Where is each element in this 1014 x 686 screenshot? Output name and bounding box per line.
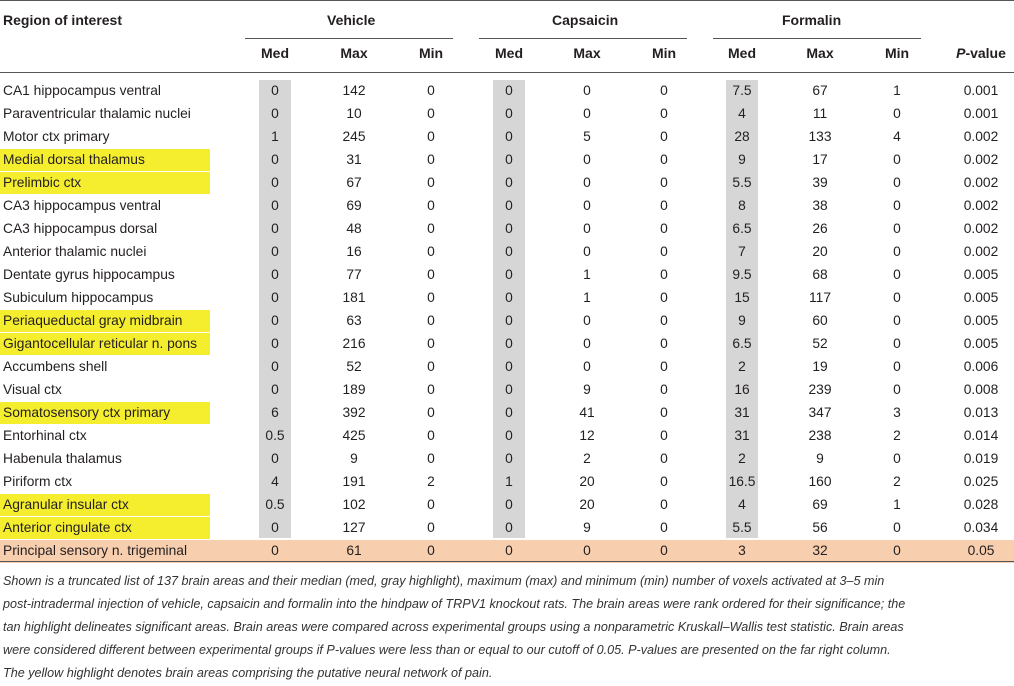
formalin-med-cell: 6.5 [732, 336, 752, 351]
formalin-min-cell: 4 [893, 129, 901, 144]
capsaicin-med-cell: 0 [505, 244, 513, 259]
vehicle-min-cell: 0 [427, 520, 435, 535]
capsaicin-med-cell: 0 [505, 221, 513, 236]
table-bottom-rule [0, 561, 1014, 562]
vehicle-max-cell: 77 [346, 267, 362, 282]
vehicle-min-cell: 0 [427, 359, 435, 374]
region-name: Habenula thalamus [3, 451, 122, 466]
capsaicin-med-cell: 0 [505, 290, 513, 305]
vehicle-max-cell: 9 [350, 451, 358, 466]
vehicle-min-cell: 0 [427, 175, 435, 190]
capsaicin-min-cell: 0 [660, 405, 668, 420]
formalin-max-cell: 52 [812, 336, 828, 351]
formalin-max-cell: 38 [812, 198, 828, 213]
p-value-cell: 0.006 [963, 359, 999, 374]
formalin-min-cell: 3 [893, 405, 901, 420]
vehicle-min-cell: 0 [427, 336, 435, 351]
header-vehicle: Vehicle [327, 12, 376, 28]
p-value-cell: 0.002 [963, 244, 999, 259]
region-name: Gigantocellular reticular n. pons [0, 333, 210, 355]
capsaicin-med-cell: 0 [505, 175, 513, 190]
p-value-cell: 0.013 [963, 405, 999, 420]
header-capsaicin-max: Max [573, 45, 601, 61]
formalin-max-cell: 20 [812, 244, 828, 259]
capsaicin-min-cell: 0 [660, 175, 668, 190]
vehicle-med-cell: 0 [271, 244, 279, 259]
capsaicin-med-cell: 0 [505, 313, 513, 328]
vehicle-max-cell: 61 [346, 543, 362, 558]
vehicle-min-cell: 0 [427, 198, 435, 213]
p-value-cell: 0.001 [963, 83, 999, 98]
capsaicin-max-cell: 20 [579, 497, 595, 512]
vehicle-max-cell: 142 [342, 83, 366, 98]
capsaicin-max-cell: 0 [583, 313, 591, 328]
region-name: Subiculum hippocampus [3, 290, 154, 305]
formalin-min-cell: 0 [893, 290, 901, 305]
formalin-med-cell: 16 [734, 382, 750, 397]
formalin-med-cell: 16.5 [728, 474, 756, 489]
table-body [0, 80, 1014, 563]
vehicle-max-cell: 48 [346, 221, 362, 236]
vehicle-max-cell: 216 [342, 336, 366, 351]
table-row [0, 80, 1014, 103]
header-vehicle-max: Max [340, 45, 368, 61]
capsaicin-med-cell: 0 [505, 382, 513, 397]
vehicle-med-cell: 0 [271, 83, 279, 98]
table-row [0, 310, 1014, 333]
formalin-min-cell: 0 [893, 336, 901, 351]
region-name: CA1 hippocampus ventral [3, 83, 161, 98]
vehicle-max-cell: 10 [346, 106, 362, 121]
capsaicin-max-cell: 2 [583, 451, 591, 466]
region-name: CA3 hippocampus ventral [3, 198, 161, 213]
formalin-min-cell: 0 [893, 359, 901, 374]
vehicle-min-cell: 0 [427, 313, 435, 328]
formalin-min-cell: 0 [893, 106, 901, 121]
formalin-med-cell: 2 [738, 451, 746, 466]
vehicle-med-cell: 0 [271, 543, 279, 558]
capsaicin-max-cell: 41 [579, 405, 595, 420]
capsaicin-min-cell: 0 [660, 382, 668, 397]
capsaicin-med-cell: 0 [505, 520, 513, 535]
capsaicin-med-cell: 0 [505, 267, 513, 282]
vehicle-max-cell: 191 [342, 474, 366, 489]
formalin-max-cell: 347 [808, 405, 832, 420]
vehicle-med-cell: 0 [271, 382, 279, 397]
formalin-min-cell: 0 [893, 221, 901, 236]
capsaicin-med-cell: 0 [505, 543, 513, 558]
formalin-max-cell: 11 [812, 106, 828, 121]
formalin-min-cell: 1 [893, 497, 901, 512]
formalin-max-cell: 239 [808, 382, 832, 397]
formalin-max-cell: 60 [812, 313, 828, 328]
vehicle-med-cell: 0 [271, 313, 279, 328]
capsaicin-max-cell: 1 [583, 267, 591, 282]
region-name: Somatosensory ctx primary [0, 402, 210, 424]
region-name: Piriform ctx [3, 474, 72, 489]
table-row [0, 517, 1014, 540]
vehicle-max-cell: 245 [342, 129, 366, 144]
formalin-med-cell: 6.5 [732, 221, 752, 236]
formalin-med-cell: 28 [734, 129, 750, 144]
region-name: Accumbens shell [3, 359, 108, 374]
capsaicin-max-cell: 0 [583, 543, 591, 558]
vehicle-min-cell: 0 [427, 451, 435, 466]
vehicle-min-cell: 0 [427, 106, 435, 121]
formalin-max-cell: 67 [812, 83, 828, 98]
p-value-cell: 0.005 [963, 290, 999, 305]
vehicle-max-cell: 31 [346, 152, 362, 167]
formalin-max-cell: 160 [808, 474, 832, 489]
formalin-med-cell: 5.5 [732, 520, 752, 535]
capsaicin-max-cell: 0 [583, 152, 591, 167]
formalin-med-cell: 15 [734, 290, 750, 305]
region-name: Paraventricular thalamic nuclei [3, 106, 191, 121]
table-row [0, 149, 1014, 172]
capsaicin-max-cell: 0 [583, 175, 591, 190]
p-value-cell: 0.005 [963, 313, 999, 328]
formalin-max-cell: 69 [812, 497, 828, 512]
table-row [0, 356, 1014, 379]
vehicle-min-cell: 0 [427, 405, 435, 420]
formalin-max-cell: 9 [816, 451, 824, 466]
table-row [0, 471, 1014, 494]
caption-line: post-intradermal injection of vehicle, capsaicin and formalin into the hindpaw of TRPV1 knockout rats. The brain areas were rank ordered for their significance; the [3, 597, 906, 611]
p-value-cell: 0.001 [963, 106, 999, 121]
capsaicin-med-cell: 0 [505, 497, 513, 512]
vehicle-min-cell: 0 [427, 428, 435, 443]
vehicle-max-cell: 189 [342, 382, 366, 397]
header-vehicle-med: Med [261, 45, 289, 61]
formalin-max-cell: 117 [809, 290, 831, 305]
p-value-cell: 0.028 [963, 497, 999, 512]
vehicle-med-cell: 0 [271, 106, 279, 121]
capsaicin-med-cell: 0 [505, 451, 513, 466]
formalin-max-cell: 56 [812, 520, 828, 535]
capsaicin-max-cell: 0 [583, 336, 591, 351]
p-value-cell: 0.002 [963, 129, 999, 144]
table-row [0, 264, 1014, 287]
capsaicin-med-cell: 0 [505, 405, 513, 420]
table-row [0, 402, 1014, 425]
capsaicin-max-cell: 0 [583, 359, 591, 374]
vehicle-max-cell: 67 [346, 175, 362, 190]
vehicle-max-cell: 392 [342, 405, 366, 420]
formalin-med-cell: 3 [738, 543, 746, 558]
capsaicin-med-cell: 0 [505, 428, 513, 443]
p-value-cell: 0.014 [963, 428, 999, 443]
capsaicin-min-cell: 0 [660, 520, 668, 535]
vehicle-med-cell: 0 [271, 520, 279, 535]
vehicle-max-cell: 16 [346, 244, 362, 259]
region-name: Agranular insular ctx [0, 494, 210, 516]
capsaicin-max-cell: 5 [583, 129, 591, 144]
formalin-min-cell: 0 [893, 451, 901, 466]
vehicle-med-cell: 0 [271, 175, 279, 190]
vehicle-min-cell: 0 [427, 497, 435, 512]
formalin-max-cell: 19 [812, 359, 828, 374]
vehicle-max-cell: 52 [346, 359, 362, 374]
formalin-med-cell: 4 [738, 106, 746, 121]
vehicle-med-cell: 0 [271, 359, 279, 374]
formalin-med-cell: 31 [734, 428, 750, 443]
formalin-min-cell: 2 [893, 474, 901, 489]
capsaicin-min-cell: 0 [660, 290, 668, 305]
vehicle-min-cell: 0 [427, 244, 435, 259]
capsaicin-min-cell: 0 [660, 221, 668, 236]
formalin-max-cell: 68 [812, 267, 828, 282]
table-header-groups [0, 0, 1014, 39]
capsaicin-med-cell: 0 [505, 152, 513, 167]
vehicle-max-cell: 102 [342, 497, 366, 512]
capsaicin-max-cell: 0 [583, 106, 591, 121]
formalin-max-cell: 39 [812, 175, 828, 190]
formalin-min-cell: 0 [893, 175, 901, 190]
vehicle-med-cell: 0 [271, 336, 279, 351]
caption-line: The yellow highlight denotes brain areas comprising the putative neural network of pain. [3, 666, 493, 680]
table-row [0, 218, 1014, 241]
header-formalin-med: Med [728, 45, 756, 61]
vehicle-med-cell: 0 [271, 267, 279, 282]
header-capsaicin: Capsaicin [552, 12, 619, 28]
header-formalin: Formalin [782, 12, 842, 28]
capsaicin-med-cell: 0 [505, 83, 513, 98]
vehicle-min-cell: 0 [427, 152, 435, 167]
caption-line: Shown is a truncated list of 137 brain areas and their median (med, gray highlight), maximum (max) and minimum (min) number of voxels activated at 3–5 min [3, 574, 885, 588]
formalin-min-cell: 0 [893, 313, 901, 328]
p-value-cell: 0.002 [963, 175, 999, 190]
capsaicin-min-cell: 0 [660, 313, 668, 328]
capsaicin-min-cell: 0 [660, 428, 668, 443]
header-capsaicin-med: Med [495, 45, 523, 61]
capsaicin-max-cell: 0 [583, 198, 591, 213]
vehicle-med-cell: 0.5 [265, 428, 285, 443]
vehicle-min-cell: 0 [427, 129, 435, 144]
capsaicin-med-cell: 0 [505, 198, 513, 213]
capsaicin-min-cell: 0 [660, 129, 668, 144]
caption-line: tan highlight delineates significant areas. Brain areas were compared across experimental groups using a nonparametric Kruskall–Wallis test statistic. Brain areas [3, 620, 904, 634]
vehicle-med-cell: 0.5 [265, 497, 285, 512]
p-value-cell: 0.025 [963, 474, 999, 489]
formalin-min-cell: 1 [893, 83, 901, 98]
formalin-med-cell: 2 [738, 359, 746, 374]
region-name: Principal sensory n. trigeminal [3, 543, 188, 558]
capsaicin-max-cell: 0 [583, 83, 591, 98]
capsaicin-max-cell: 20 [579, 474, 595, 489]
formalin-min-cell: 0 [893, 267, 901, 282]
caption-line: were considered different between experimental groups if P-values were less than or equal to our cutoff of 0.05. P-values are presented on the far right column. [3, 643, 891, 657]
header-capsaicin-min: Min [651, 45, 677, 61]
vehicle-min-cell: 0 [427, 382, 435, 397]
capsaicin-med-cell: 0 [505, 336, 513, 351]
vehicle-min-cell: 0 [427, 83, 435, 98]
p-value-cell: 0.008 [963, 382, 999, 397]
table-row [0, 448, 1014, 471]
capsaicin-max-cell: 0 [583, 221, 591, 236]
vehicle-min-cell: 0 [427, 543, 435, 558]
capsaicin-min-cell: 0 [660, 336, 668, 351]
capsaicin-min-cell: 0 [660, 474, 668, 489]
p-value-cell: 0.005 [963, 267, 999, 282]
table-row [0, 172, 1014, 195]
p-value-cell: 0.005 [963, 336, 999, 351]
formalin-min-cell: 2 [893, 428, 901, 443]
table-row [0, 126, 1014, 149]
capsaicin-min-cell: 0 [660, 106, 668, 121]
capsaicin-min-cell: 0 [660, 198, 668, 213]
region-name: Periaqueductal gray midbrain [0, 310, 210, 332]
table-row [0, 379, 1014, 402]
table-row [0, 333, 1014, 356]
formalin-max-cell: 238 [808, 428, 832, 443]
formalin-max-cell: 26 [812, 221, 828, 236]
p-value-cell: 0.002 [963, 221, 999, 236]
vehicle-min-cell: 2 [427, 474, 435, 489]
table-header-columns [0, 38, 1014, 73]
capsaicin-min-cell: 0 [660, 543, 668, 558]
formalin-min-cell: 0 [893, 520, 901, 535]
vehicle-max-cell: 63 [346, 313, 362, 328]
region-name: Prelimbic ctx [0, 172, 210, 194]
capsaicin-med-cell: 1 [505, 474, 513, 489]
region-name: Entorhinal ctx [3, 428, 87, 443]
vehicle-max-cell: 425 [342, 428, 366, 443]
region-name: CA3 hippocampus dorsal [3, 221, 158, 236]
table-row [0, 195, 1014, 218]
capsaicin-med-cell: 0 [505, 359, 513, 374]
vehicle-min-cell: 0 [427, 290, 435, 305]
formalin-min-cell: 0 [893, 382, 901, 397]
formalin-max-cell: 17 [812, 152, 828, 167]
region-name: Motor ctx primary [3, 129, 110, 144]
formalin-min-cell: 0 [893, 244, 901, 259]
formalin-med-cell: 4 [738, 497, 746, 512]
formalin-med-cell: 31 [734, 405, 750, 420]
vehicle-med-cell: 4 [271, 474, 279, 489]
capsaicin-max-cell: 1 [583, 290, 591, 305]
formalin-med-cell: 9.5 [732, 267, 752, 282]
table-caption [3, 570, 1011, 685]
vehicle-med-cell: 0 [271, 290, 279, 305]
capsaicin-max-cell: 12 [579, 428, 595, 443]
p-value-cell: 0.019 [963, 451, 999, 466]
vehicle-max-cell: 69 [346, 198, 362, 213]
capsaicin-min-cell: 0 [660, 267, 668, 282]
capsaicin-min-cell: 0 [660, 359, 668, 374]
capsaicin-min-cell: 0 [660, 244, 668, 259]
capsaicin-min-cell: 0 [660, 83, 668, 98]
capsaicin-min-cell: 0 [660, 451, 668, 466]
header-p-value: P-value [956, 45, 1006, 61]
table-row [0, 103, 1014, 126]
vehicle-med-cell: 0 [271, 221, 279, 236]
vehicle-max-cell: 181 [342, 290, 366, 305]
region-name: Anterior thalamic nuclei [3, 244, 147, 259]
formalin-med-cell: 7 [738, 244, 746, 259]
capsaicin-max-cell: 9 [583, 382, 591, 397]
table-row [0, 241, 1014, 264]
vehicle-min-cell: 0 [427, 267, 435, 282]
capsaicin-med-cell: 0 [505, 106, 513, 121]
vehicle-med-cell: 0 [271, 451, 279, 466]
formalin-min-cell: 0 [893, 543, 901, 558]
formalin-max-cell: 133 [808, 129, 832, 144]
table-row [0, 540, 1014, 563]
formalin-med-cell: 5.5 [732, 175, 752, 190]
vehicle-min-cell: 0 [427, 221, 435, 236]
vehicle-max-cell: 127 [342, 520, 366, 535]
formalin-min-cell: 0 [893, 152, 901, 167]
capsaicin-med-cell: 0 [505, 129, 513, 144]
region-name: Visual ctx [3, 382, 62, 397]
vehicle-med-cell: 1 [271, 129, 279, 144]
formalin-min-cell: 0 [893, 198, 901, 213]
formalin-med-cell: 8 [738, 198, 746, 213]
formalin-max-cell: 32 [812, 543, 828, 558]
vehicle-med-cell: 0 [271, 152, 279, 167]
p-value-cell: 0.05 [967, 543, 995, 558]
formalin-med-cell: 9 [738, 313, 746, 328]
p-value-cell: 0.002 [963, 152, 999, 167]
capsaicin-min-cell: 0 [660, 497, 668, 512]
formalin-med-cell: 7.5 [732, 83, 752, 98]
region-name: Dentate gyrus hippocampus [3, 267, 175, 282]
table-row [0, 425, 1014, 448]
p-value-cell: 0.034 [963, 520, 999, 535]
region-name: Medial dorsal thalamus [0, 149, 210, 171]
header-formalin-min: Min [884, 45, 910, 61]
header-region: Region of interest [3, 12, 123, 28]
vehicle-med-cell: 0 [271, 198, 279, 213]
capsaicin-min-cell: 0 [660, 152, 668, 167]
region-name: Anterior cingulate ctx [0, 517, 210, 539]
capsaicin-max-cell: 9 [583, 520, 591, 535]
formalin-med-cell: 9 [738, 152, 746, 167]
table-row [0, 494, 1014, 517]
p-value-cell: 0.002 [963, 198, 999, 213]
vehicle-med-cell: 6 [271, 405, 279, 420]
table-row [0, 287, 1014, 310]
header-vehicle-min: Min [418, 45, 444, 61]
header-formalin-max: Max [806, 45, 834, 61]
capsaicin-max-cell: 0 [583, 244, 591, 259]
